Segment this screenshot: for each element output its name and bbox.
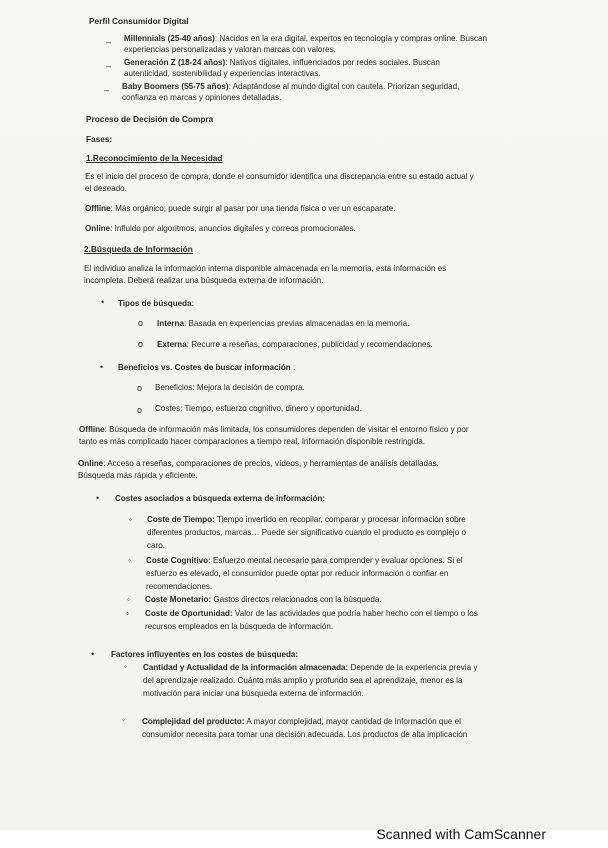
profile-genz-line-1: Generación Z (18-24 años): Nativos digitales, influenciados por redes sociales. Buscan (124, 58, 440, 67)
costs-title: Costes asociados a búsqueda externa de información: (115, 494, 326, 503)
benefit-item: Beneficios: Mejora la decisión de compra. (155, 383, 305, 392)
search-types-label: Tipos de búsqueda: (118, 299, 194, 308)
benefits-vs-costs-label: Beneficios vs. Costes de buscar información : (118, 363, 296, 372)
profile-genz-line-2: autenticidad, sostenibilidad y experiencias interactivas. (124, 69, 321, 78)
dot-bullet: • (100, 362, 104, 372)
phases-label: Fases: (86, 134, 113, 144)
profile-millennials-line-2: experiencias personalizadas y valoran marcas con valores. (124, 45, 336, 54)
profile-millennials-line-1: Millennials (25-40 años): Nacidos en la era digital, expertos en tecnología y compras online. Buscan (124, 34, 488, 43)
small-circle-bullet: ◦ (126, 609, 129, 618)
section-2-paragraph-line-2: incompleta. Deberá realizar una búsqueda externa de información. (84, 276, 324, 285)
cost-time-line-3: caro. (147, 541, 165, 550)
section-2-online-line-1: Online: Acceso a reseñas, comparaciones de precios, vídeos, y herramientas de análisis detalladas. (78, 459, 439, 468)
dot-bullet: • (96, 493, 100, 503)
dash-bullet: – (106, 61, 112, 71)
section-1-offline: Offline: Más orgánico; puede surgir al pasar por una tienda física o ver un escaparate. (85, 204, 396, 213)
factor-quantity-line-2: del aprendizaje realizado. Cuánto más amplio y profundo sea el aprendizaje, menor es la (143, 676, 463, 685)
small-circle-bullet: ◦ (128, 556, 131, 565)
cost-cognitive-line-2: esfuerzo es elevado, el consumidor puede optar por reducir información o confiar en (146, 569, 449, 578)
cost-time-line-1: Coste de Tiempo: Tiempo invertido en recopilar, comparar y procesar información sobre (147, 515, 466, 524)
section-2-online-line-2: Búsqueda más rápida y eficiente. (78, 471, 198, 480)
camscanner-watermark: Scanned with CamScanner (376, 826, 546, 842)
section-2-paragraph-line-1: El individuo analiza la información interna disponible almacenada en la memoria, esta información es (84, 264, 447, 273)
factors-title: Factores influyentes en los costes de búsqueda: (111, 650, 299, 659)
factor-complexity-line-1: Complejidad del producto: A mayor complejidad, mayor cantidad de información que el (142, 717, 461, 726)
factor-quantity-line-1: Cantidad y Actualidad de la información almacenada: Depende de la experiencia previa y (143, 663, 478, 672)
dot-bullet: • (101, 297, 105, 307)
page-title: Perfil Consumidor Digital (89, 16, 189, 26)
factor-complexity-line-2: consumidor necesita para tomar una decisión adecuada. Los productos de alta implicación (142, 730, 468, 739)
section-1-paragraph-line-2: el deseado. (85, 184, 127, 193)
cost-cognitive-line-3: recomendaciones. (146, 582, 213, 591)
cost-monetary: Coste Monetario: Gastos directos relacionados con la búsqueda. (145, 595, 382, 604)
search-type-internal: Interna: Basada en experiencias previas almacenadas en la memoria. (157, 319, 410, 328)
section-2-title: 2.Búsqueda de Información (84, 244, 193, 254)
cost-opportunity-line-2: recursos empleados en la búsqueda de información. (145, 622, 334, 631)
circle-bullet: o (138, 318, 144, 328)
cost-cognitive-line-1: Coste Cognitivo: Esfuerzo mental necesario para comprender y evaluar opciones. Si el (146, 556, 463, 565)
section-2-offline-line-1: Offline: Búsqueda de información más limitada, los consumidores dependen de visitar el entorno físico y por (79, 425, 469, 434)
circle-bullet: o (137, 383, 143, 393)
small-circle-bullet: ◦ (124, 662, 127, 671)
profile-boomers-line-1: Baby Boomers (55-75 años): Adaptándose al mundo digital con cautela. Priorizan seguridad, (122, 82, 460, 91)
cost-item: Costes: Tiempo, esfuerzo cognitivo, dinero y oportunidad. (155, 404, 362, 413)
section-1-paragraph-line-1: Es el inicio del proceso de compra, donde el consumidor identifica una discrepancia entre su estado actual y (85, 172, 474, 181)
dash-bullet: – (104, 85, 110, 95)
circle-bullet: o (137, 405, 143, 415)
dash-bullet: – (106, 37, 112, 47)
section-1-title: 1.Reconocimiento de la Necesidad (86, 153, 223, 163)
section-1-online: Online: Influido por algoritmos, anuncios digitales y correos promocionales. (85, 224, 356, 233)
cost-time-line-2: diferentes productos, marcas… Puede ser significativo cuando el producto es complejo o (147, 528, 466, 537)
profile-boomers-line-2: confianza en marcas y opiniones detalladas. (122, 93, 282, 102)
dot-bullet: • (91, 649, 95, 659)
process-title: Proceso de Decisión de Compra (86, 114, 214, 124)
circle-bullet: o (138, 339, 144, 349)
factor-quantity-line-3: motivación para iniciar una búsqueda externa de información. (143, 689, 364, 698)
search-type-external: Externa: Recurre a reseñas, comparaciones, publicidad y recomendaciones. (157, 340, 433, 349)
section-2-offline-line-2: tanto es más complicado hacer comparaciones a tiempo real. Información disponible restringida. (79, 437, 425, 446)
cost-opportunity-line-1: Coste de Oportunidad: Valor de las actividades que podría haber hecho con el tiempo o los (145, 609, 478, 618)
small-circle-bullet: ◦ (127, 595, 130, 604)
small-circle-bullet: ◦ (129, 515, 132, 524)
small-circle-bullet: ◦ (122, 715, 125, 724)
